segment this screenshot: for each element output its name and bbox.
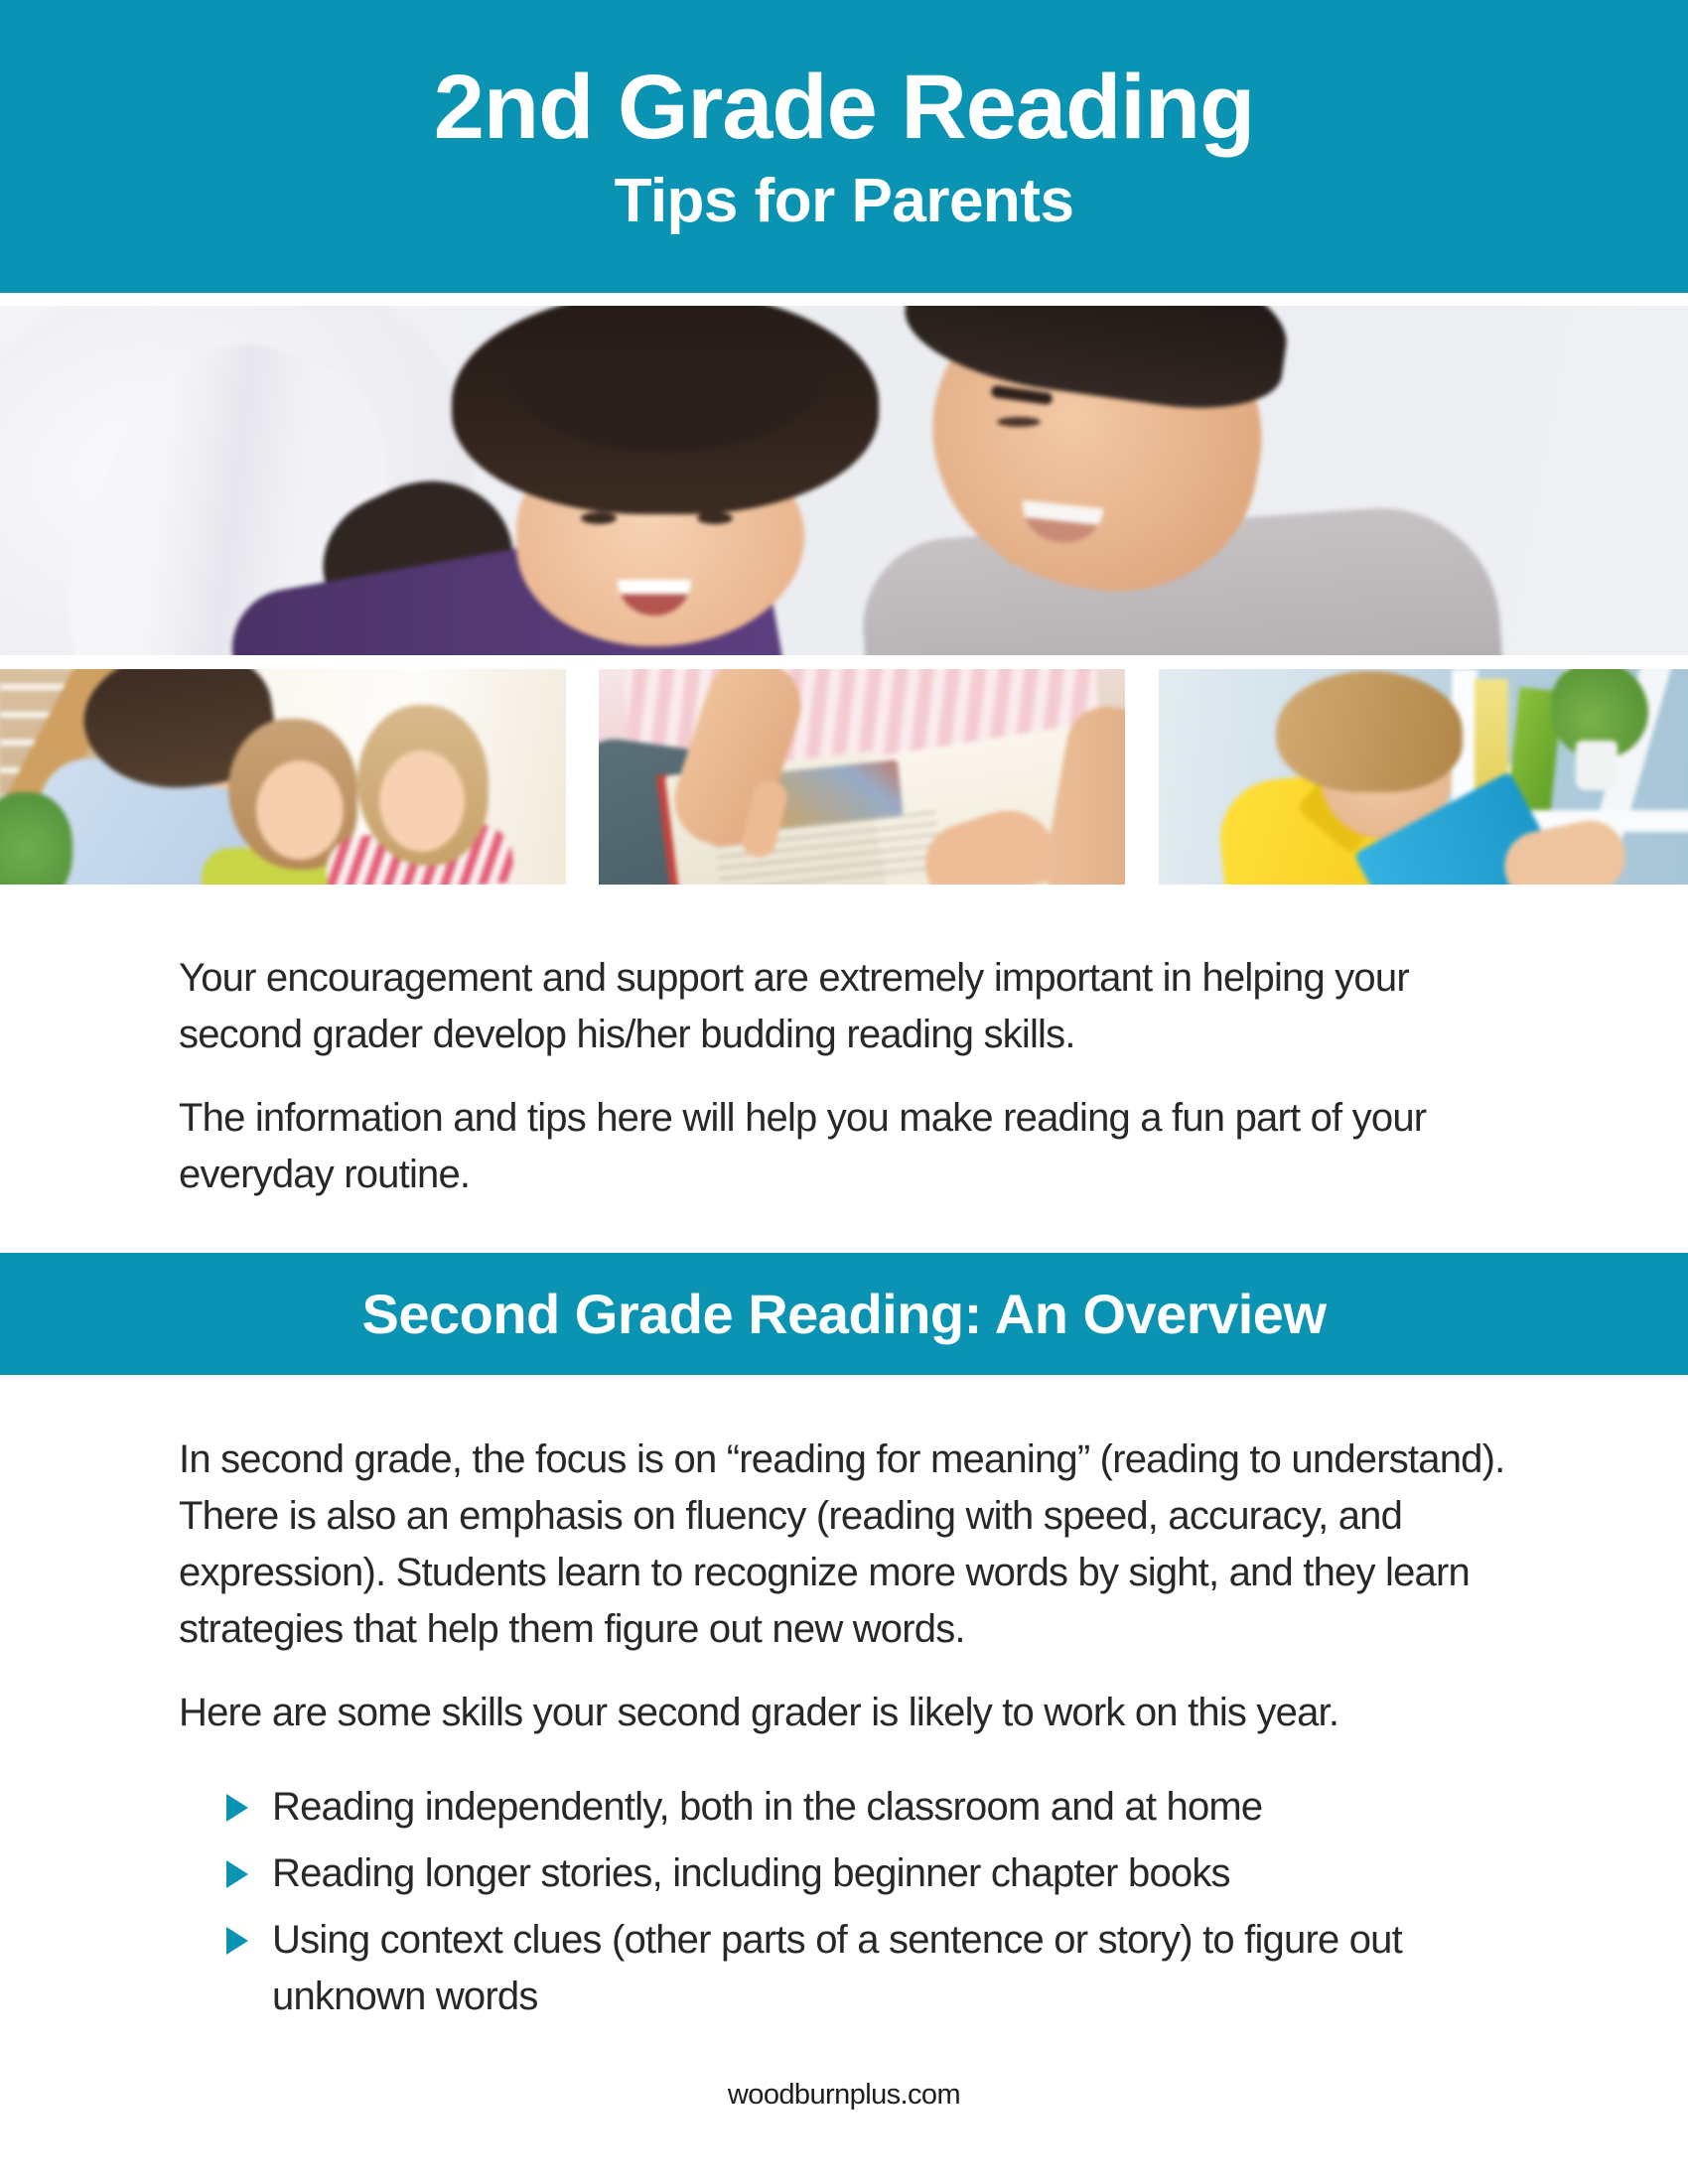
list-item: [179, 1912, 1509, 2025]
page-title: 2nd Grade Reading: [433, 56, 1255, 158]
father-eye-shape: [997, 417, 1041, 427]
overview-heading: Second Grade Reading: An Overview: [361, 1283, 1327, 1345]
list-item-label: Using context clues (other parts of a sentence or story) to figure out unknown words: [272, 1918, 1402, 2018]
vase-shape: [1576, 741, 1618, 790]
overview-paragraph: In second grade, the focus is on “reading for meaning” (reading to understand). There is also an emphasis on fluency (reading with speed, accuracy, and expression). Students learn to recognize more words by sight, and they learn strategies that help them figure out new words.: [179, 1437, 1505, 1651]
bullet-triangle-icon: [226, 1927, 248, 1955]
overview-banner: [0, 1253, 1688, 1375]
hero-photo: [0, 306, 1688, 655]
girl1-face-shape: [256, 760, 344, 860]
daughter-eye-shape: [697, 512, 733, 524]
overview-section: [179, 1432, 1509, 2025]
intro-section: [179, 950, 1509, 1203]
overview-lead-in: Here are some skills your second grader is likely to work on this year.: [179, 1691, 1339, 1734]
photo-middle-art: [599, 669, 1125, 885]
list-item-label: Reading longer stories, including beginner chapter books: [272, 1851, 1230, 1895]
footer-site-url: woodburnplus.com: [727, 2079, 961, 2111]
skills-list: [179, 1779, 1509, 2025]
bullet-triangle-icon: [226, 1794, 248, 1822]
page-subtitle: Tips for Parents: [614, 166, 1074, 235]
bullet-triangle-icon: [226, 1860, 248, 1888]
list-item-label: Reading independently, both in the classroom and at home: [272, 1785, 1263, 1829]
photo-strip: [0, 669, 1688, 885]
photo-right-art: [1159, 669, 1688, 885]
photo-boy-reading: [1159, 669, 1688, 885]
intro-paragraph: Your encouragement and support are extremely important in helping your second grader develop his/her budding reading skills.: [179, 956, 1409, 1056]
page-header: [0, 0, 1688, 293]
intro-paragraph: The information and tips here will help you make reading a fun part of your everyday routine.: [179, 1096, 1427, 1196]
photo-pointing-at-book: [599, 669, 1125, 885]
photo-teacher-with-girls: [0, 669, 566, 885]
photo-left-art: [0, 669, 566, 885]
hero-photo-art: [0, 306, 1688, 655]
list-item: [179, 1779, 1509, 1836]
girl2-face-shape: [379, 751, 465, 852]
daughter-eye-shape: [581, 512, 617, 524]
list-item: [179, 1845, 1509, 1902]
boy-hair-shape: [1276, 671, 1463, 792]
